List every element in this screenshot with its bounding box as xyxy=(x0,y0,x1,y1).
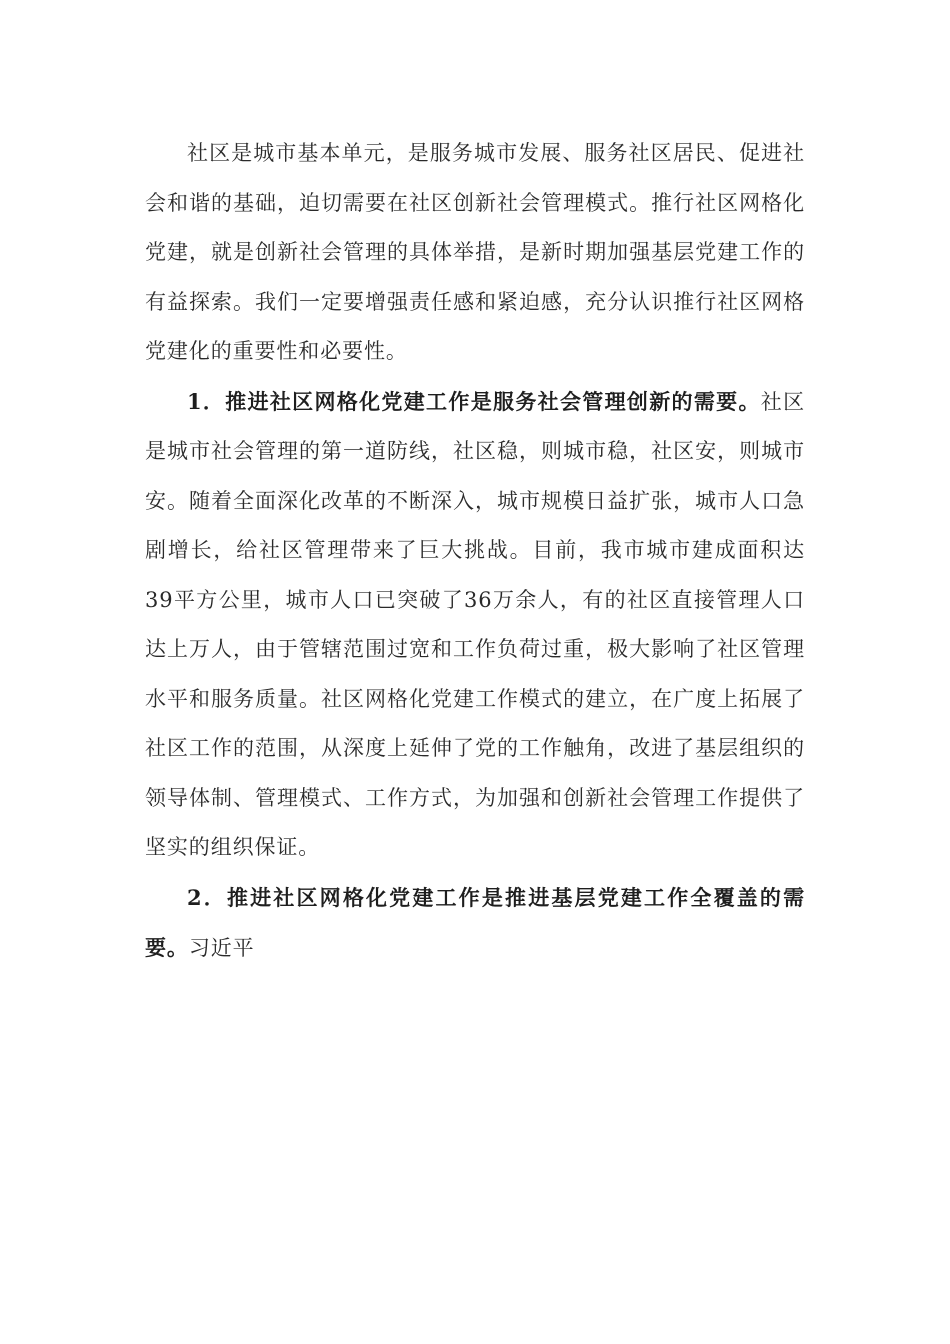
paragraph-lead: 1．推进社区网格化党建工作是服务社会管理创新的需要。 xyxy=(187,388,761,414)
paragraph-intro xyxy=(145,128,805,377)
document-body xyxy=(145,128,805,974)
paragraph-text: 社区是城市社会管理的第一道防线，社区稳，则城市稳，社区安，则城市安。随着全面深化改革的不断深入，城市规模日益扩张，城市人口急剧增长，给社区管理带来了巨大挑战。目前，我市城市建成面积达39平方公里，城市人口已突破了36万余人，有的社区直接管理人口达上万人，由于管辖范围过宽和工作负荷过重，极大影响了社区管理水平和服务质量。社区网格化党建工作模式的建立，在广度上拓展了社区工作的范围，从深度上延伸了党的工作触角，改进了基层组织的领导体制、管理模式、工作方式，为加强和创新社会管理工作提供了坚实的组织保证。 xyxy=(145,389,805,859)
paragraph-text: 习近平 xyxy=(188,936,255,960)
paragraph-text: 社区是城市基本单元，是服务城市发展、服务社区居民、促进社会和谐的基础，迫切需要在社区创新社会管理模式。推行社区网格化党建，就是创新社会管理的具体举措，是新时期加强基层党建工作的有益探索。我们一定要增强责任感和紧迫感，充分认识推行社区网格党建化的重要性和必要性。 xyxy=(145,141,805,363)
paragraph-point-1 xyxy=(145,377,805,873)
paragraph-lead: 2．推进社区网格化党建工作是推进基层党建工作全覆盖的需要。 xyxy=(145,884,805,960)
paragraph-point-2 xyxy=(145,873,805,974)
